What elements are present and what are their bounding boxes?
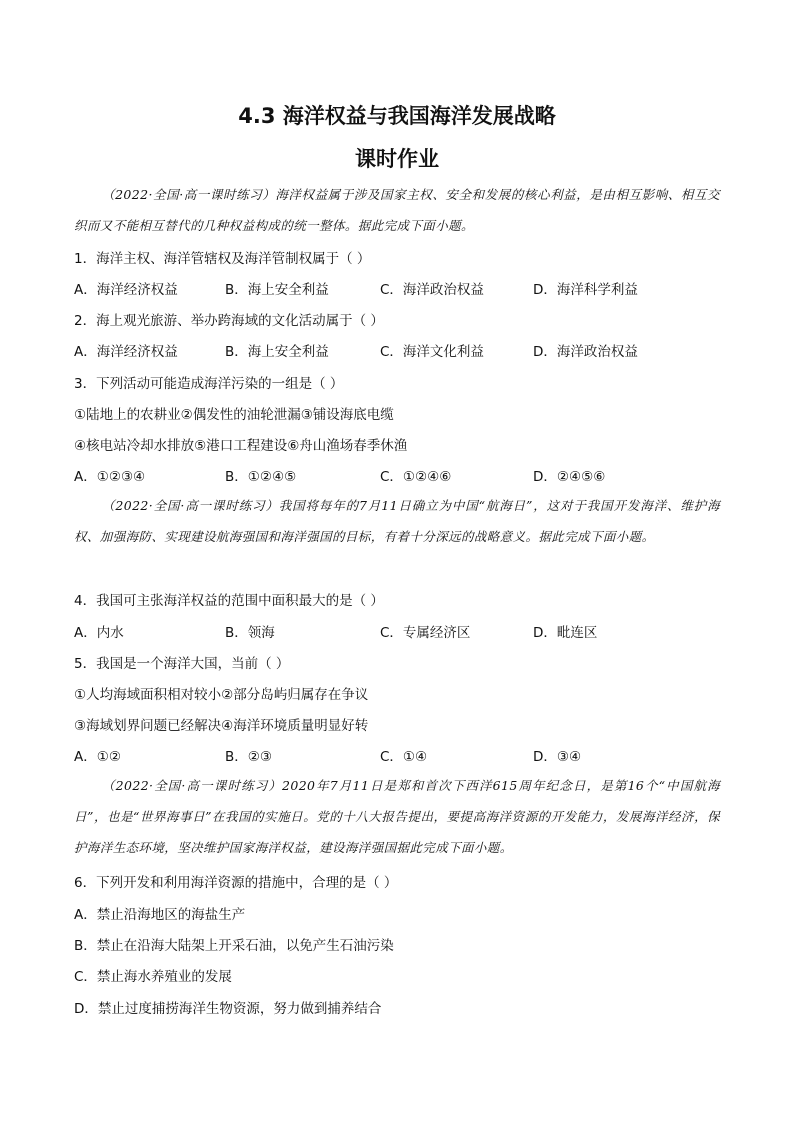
question-4-options xyxy=(74,621,720,641)
option-d: D．毗连区 xyxy=(533,625,598,641)
question-6-option-c: C．禁止海水养殖业的发展 xyxy=(74,969,232,985)
option-d: D．②④⑤⑥ xyxy=(533,469,606,485)
question-3-options xyxy=(74,465,720,485)
question-6-option-a: A．禁止沿海地区的海盐生产 xyxy=(74,907,246,923)
question-5-items-line-2: ③海域划界问题已经解决④海洋环境质量明显好转 xyxy=(74,718,369,734)
option-a: A．海洋经济权益 xyxy=(74,344,178,360)
passage-1: （2022·全国·高一课时练习）海洋权益属于涉及国家主权、安全和发展的核心利益，是由相互影响、相互交织而又不能相互替代的几种权益构成的统一整体。据此完成下面小题。 xyxy=(74,187,720,233)
question-5-options xyxy=(74,745,720,765)
question-4-stem: 4．我国可主张海洋权益的范围中面积最大的是（ ） xyxy=(74,593,384,609)
page-title: 4.3 海洋权益与我国海洋发展战略 xyxy=(238,104,556,128)
passage-2: （2022·全国·高一课时练习）我国将每年的7月11日确立为中国“航海日”，这对于我国开发海洋、维护海权、加强海防、实现建设航海强国和海洋强国的目标，有着十分深远的战略意义。据此完成下面小题。 xyxy=(74,498,720,544)
question-2-options xyxy=(74,340,720,360)
question-6-option-b: B．禁止在沿海大陆架上开采石油，以免产生石油污染 xyxy=(74,938,394,954)
option-c: C．专属经济区 xyxy=(380,625,471,641)
option-a: A．①②③④ xyxy=(74,469,146,485)
question-6-stem: 6．下列开发和利用海洋资源的措施中，合理的是（ ） xyxy=(74,875,398,891)
passage-3: （2022·全国·高一课时练习）2020年7月11日是郑和首次下西洋615周年纪念日，是第16个“中国航海日”，也是“世界海事日”在我国的实施日。党的十八大报告提出，要提高海洋资源的开发能力，发展海洋经济，保护海洋生态环境，坚决维护国家海洋权益，建设海洋强国据此完成下面小题。 xyxy=(74,778,720,855)
option-c: C．①②④⑥ xyxy=(380,469,452,485)
question-6-option-d: D．禁止过度捕捞海洋生物资源，努力做到捕养结合 xyxy=(74,1001,382,1017)
option-c: C．海洋政治权益 xyxy=(380,282,484,298)
question-3-items-line-1: ①陆地上的农耕业②偶发性的油轮泄漏③铺设海底电缆 xyxy=(74,407,394,423)
option-d: D．海洋科学利益 xyxy=(533,282,638,298)
question-2-stem: 2．海上观光旅游、举办跨海域的文化活动属于（ ） xyxy=(74,313,384,329)
question-5-items-line-1: ①人均海域面积相对较小②部分岛屿归属存在争议 xyxy=(74,687,369,703)
option-b: B．①②④⑤ xyxy=(225,469,297,485)
option-c: C．海洋文化利益 xyxy=(380,344,484,360)
option-a: A．内水 xyxy=(74,625,124,641)
question-5-stem: 5．我国是一个海洋大国，当前（ ） xyxy=(74,656,290,672)
question-3-items-line-2: ④核电站冷却水排放⑤港口工程建设⑥舟山渔场春季休渔 xyxy=(74,438,408,454)
option-b: B．海上安全利益 xyxy=(225,282,329,298)
option-d: D．③④ xyxy=(533,749,582,765)
option-b: B．海上安全利益 xyxy=(225,344,329,360)
option-d: D．海洋政治权益 xyxy=(533,344,638,360)
option-a: A．海洋经济权益 xyxy=(74,282,178,298)
question-3-stem: 3．下列活动可能造成海洋污染的一组是（ ） xyxy=(74,376,344,392)
option-b: B．②③ xyxy=(225,749,272,765)
page-subtitle: 课时作业 xyxy=(355,147,439,171)
question-1-stem: 1．海洋主权、海洋管辖权及海洋管制权属于（ ） xyxy=(74,251,371,267)
option-c: C．①④ xyxy=(380,749,428,765)
option-a: A．①② xyxy=(74,749,121,765)
option-b: B．领海 xyxy=(225,625,275,641)
question-1-options xyxy=(74,278,720,298)
